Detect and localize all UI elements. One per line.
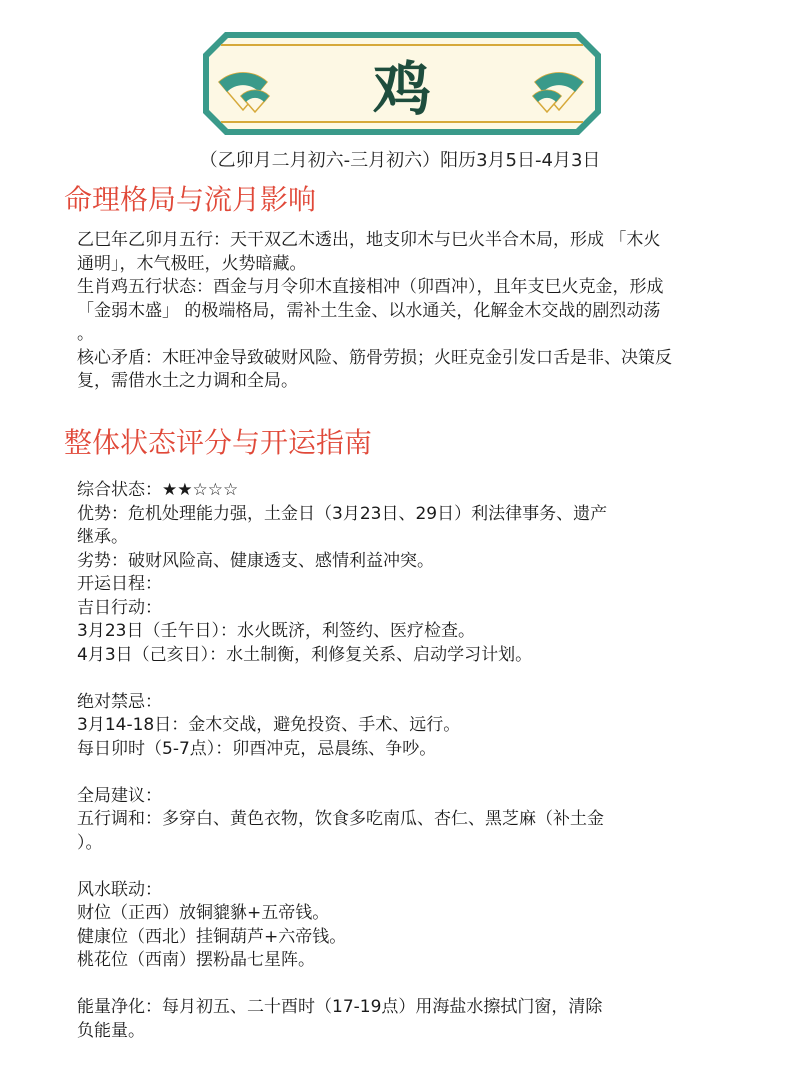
text-line: 通明」，木气极旺，火势暗藏。	[77, 253, 307, 274]
fate-analysis-block	[77, 229, 767, 394]
text-line: 3月23日（壬午日）：水火既济，利签约、医疗检查。	[77, 621, 475, 641]
text-line: 开运日程：	[77, 574, 162, 594]
rating-stars: ★★☆☆☆	[162, 480, 239, 500]
text-line: 复，需借水土之力调和全局。	[77, 371, 298, 391]
text-line: 。	[77, 324, 94, 344]
text-line: 健康位（西北）挂铜葫芦+六帝钱。	[77, 926, 347, 947]
text-line: 继承。	[77, 527, 128, 547]
text-line: 每日卯时（5-7点）：卯酉冲克，忌晨练、争吵。	[77, 738, 437, 759]
text-line: 五行调和：多穿白、黄色衣物，饮食多吃南瓜、杏仁、黑芝麻（补土金	[77, 809, 604, 829]
text-line: 吉日行动：	[77, 597, 162, 618]
rating-row	[77, 479, 767, 503]
text-line: 桃花位（西南）摆粉晶七星阵。	[77, 950, 315, 970]
text-line: 绝对禁忌：	[77, 691, 162, 712]
text-line: 3月14-18日：金木交战，避免投资、手术、远行。	[77, 715, 461, 735]
text-line: 全局建议：	[77, 785, 162, 806]
text-line: ）。	[77, 832, 103, 853]
text-line: 「金弱木盛」 的极端格局，需补土生金、以水通关，化解金木交战的剧烈动荡	[77, 300, 661, 321]
text-line: 劣势：破财风险高、健康透支、感情利益冲突。	[77, 550, 434, 571]
text-line: 风水联动：	[77, 879, 162, 900]
guide-block	[77, 479, 767, 1043]
text-line: 核心矛盾：木旺冲金导致破财风险、筋骨劳损；火旺克金引发口舌是非、决策反	[77, 347, 672, 368]
text-line: 能量净化：每月初五、二十酉时（17-19点）用海盐水擦拭门窗，清除	[77, 997, 603, 1017]
title-banner	[203, 32, 601, 135]
rating-label: 综合状态：	[77, 480, 162, 500]
section-title-guide: 整体状态评分与开运指南	[64, 426, 373, 459]
text-line: 负能量。	[77, 1020, 145, 1041]
text-line: 4月3日（己亥日）：水土制衡，利修复关系、启动学习计划。	[77, 644, 533, 665]
text-line: 生肖鸡五行状态：酉金与月令卯木直接相冲（卯酉冲），且年支巳火克金，形成	[77, 277, 664, 297]
zodiac-title: 鸡	[372, 54, 431, 123]
date-range-subtitle: （乙卯月二月初六-三月初六）阳历3月5日-4月3日	[199, 150, 601, 171]
text-line: 乙巳年乙卯月五行：天干双乙木透出，地支卯木与巳火半合木局，形成 「木火	[77, 230, 661, 250]
text-line: 财位（正西）放铜貔貅+五帝钱。	[77, 903, 330, 923]
section-title-fate: 命理格局与流月影响	[64, 183, 317, 216]
text-line: 优势：危机处理能力强，土金日（3月23日、29日）利法律事务、遗产	[77, 503, 608, 524]
